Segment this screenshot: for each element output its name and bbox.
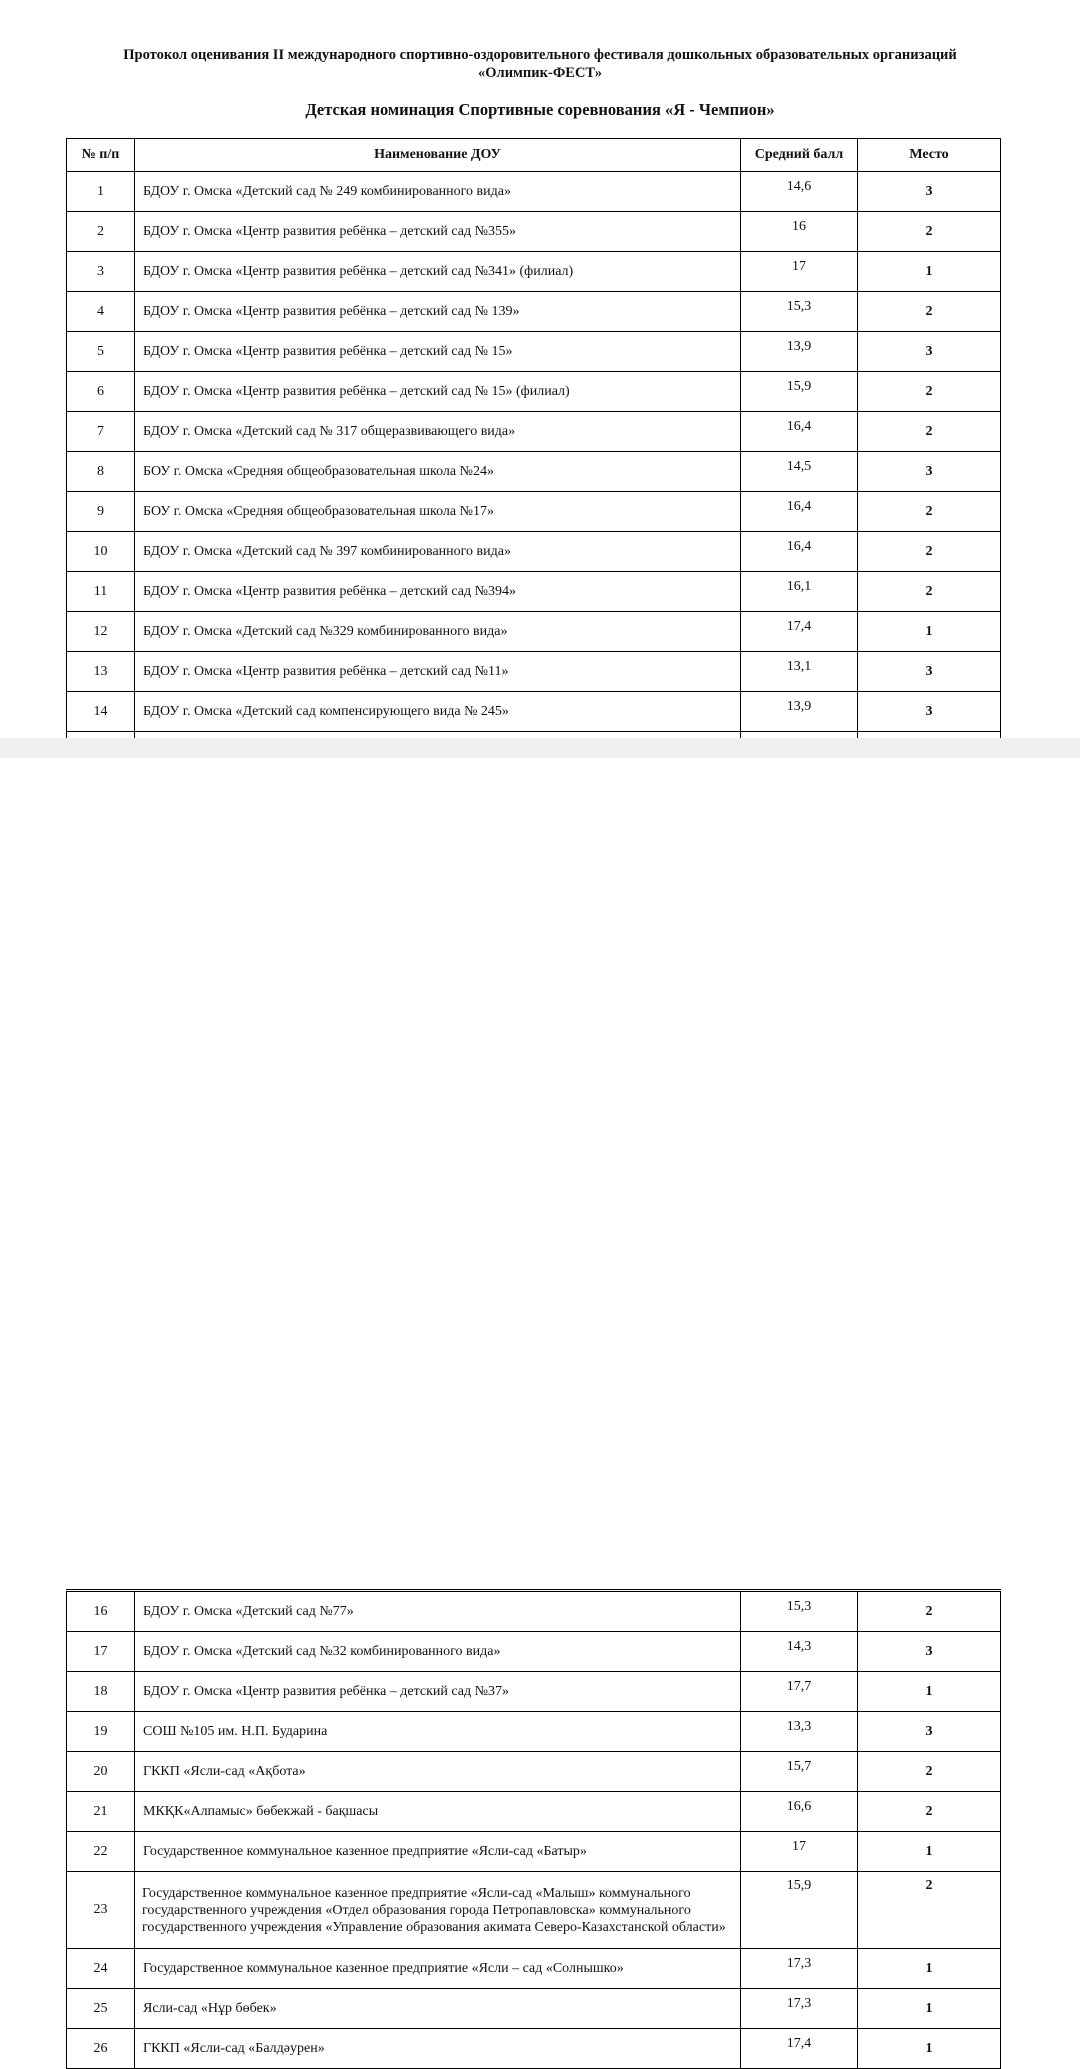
- institution-name: Государственное коммунальное казенное предприятие «Ясли – сад «Солнышко»: [135, 1949, 741, 1989]
- place: 2: [858, 572, 1001, 612]
- average-score: 16,1: [741, 572, 858, 612]
- row-number: 5: [67, 332, 135, 372]
- institution-name: БДОУ г. Омска «Центр развития ребёнка – детский сад № 15» (филиал): [135, 372, 741, 412]
- institution-name: БДОУ г. Омска «Центр развития ребёнка – детский сад №37»: [135, 1672, 741, 1712]
- table-row: [67, 412, 1001, 452]
- row-number: 13: [67, 652, 135, 692]
- average-score: 13,1: [741, 652, 858, 692]
- average-score: 13,9: [741, 332, 858, 372]
- table-row: [67, 212, 1001, 252]
- title-line-2: «Олимпик-ФЕСТ»: [478, 65, 602, 81]
- page-1: [0, 0, 1080, 738]
- place: 2: [858, 212, 1001, 252]
- table-header-row: [67, 139, 1001, 172]
- average-score: 17,4: [741, 612, 858, 652]
- institution-name: БДОУ г. Омска «Центр развития ребёнка – детский сад №11»: [135, 652, 741, 692]
- row-number: 26: [67, 2029, 135, 2069]
- table-row: [67, 692, 1001, 732]
- institution-name: СОШ №105 им. Н.П. Бударина: [135, 1712, 741, 1752]
- table-row: [67, 1989, 1001, 2029]
- average-score: 15,9: [741, 1872, 858, 1949]
- institution-name: БДОУ г. Омска «Детский сад компенсирующего вида № 245»: [135, 692, 741, 732]
- place: 2: [858, 492, 1001, 532]
- row-number: 8: [67, 452, 135, 492]
- institution-name: БДОУ г. Омска «Центр развития ребёнка – детский сад №355»: [135, 212, 741, 252]
- table-row: [67, 1632, 1001, 1672]
- row-number: 9: [67, 492, 135, 532]
- table-row: [67, 1949, 1001, 1989]
- page-separator: [0, 738, 1080, 758]
- institution-name: БДОУ г. Омска «Детский сад № 397 комбинированного вида»: [135, 532, 741, 572]
- institution-name: БОУ г. Омска «Средняя общеобразовательная школа №24»: [135, 452, 741, 492]
- average-score: 16,4: [741, 532, 858, 572]
- row-number: 23: [67, 1872, 135, 1949]
- results-table-part-2: [66, 1589, 1001, 2069]
- row-number: 3: [67, 252, 135, 292]
- place: 3: [858, 692, 1001, 732]
- header-place: Место: [858, 139, 1001, 172]
- average-score: 17: [741, 252, 858, 292]
- table-row: [67, 292, 1001, 332]
- place: 1: [858, 1672, 1001, 1712]
- institution-name: БДОУ г. Омска «Детский сад № 249 комбинированного вида»: [135, 172, 741, 212]
- table-row: [67, 252, 1001, 292]
- institution-name: ГККП «Ясли-сад «Балдәурен»: [135, 2029, 741, 2069]
- table-row: [67, 172, 1001, 212]
- institution-name: БДОУ г. Омска «Центр развития ребёнка – детский сад №341» (филиал): [135, 252, 741, 292]
- row-number: 2: [67, 212, 135, 252]
- table-body-part-1: [67, 172, 1001, 772]
- place: 2: [858, 372, 1001, 412]
- average-score: 14,6: [741, 172, 858, 212]
- row-number: 11: [67, 572, 135, 612]
- table-body-part-2: [67, 1591, 1001, 2069]
- row-number: 7: [67, 412, 135, 452]
- table-row: [67, 372, 1001, 412]
- average-score: 16,6: [741, 1792, 858, 1832]
- document-subtitle: Детская номинация Спортивные соревнования «Я - Чемпион»: [305, 100, 775, 119]
- place: 3: [858, 172, 1001, 212]
- table-row: [67, 612, 1001, 652]
- row-number: 6: [67, 372, 135, 412]
- institution-name: БДОУ г. Омска «Детский сад №32 комбинированного вида»: [135, 1632, 741, 1672]
- row-number: 16: [67, 1591, 135, 1632]
- table-row: [67, 572, 1001, 612]
- average-score: 15,3: [741, 292, 858, 332]
- place: 1: [858, 1832, 1001, 1872]
- place: 3: [858, 1632, 1001, 1672]
- average-score: 14,3: [741, 1632, 858, 1672]
- place: 3: [858, 652, 1001, 692]
- place: 2: [858, 412, 1001, 452]
- institution-name: БДОУ г. Омска «Детский сад № 317 общеразвивающего вида»: [135, 412, 741, 452]
- average-score: 13,9: [741, 692, 858, 732]
- institution-name: БДОУ г. Омска «Детский сад №77»: [135, 1591, 741, 1632]
- average-score: 17,4: [741, 2029, 858, 2069]
- document-title: [60, 46, 1020, 82]
- row-number: 25: [67, 1989, 135, 2029]
- header-name: Наименование ДОУ: [135, 139, 741, 172]
- row-number: 10: [67, 532, 135, 572]
- average-score: 16,4: [741, 412, 858, 452]
- header-num: № п/п: [67, 139, 135, 172]
- table-row: [67, 1792, 1001, 1832]
- table-row: [67, 2029, 1001, 2069]
- average-score: 16,4: [741, 492, 858, 532]
- table-row: [67, 1832, 1001, 1872]
- average-score: 14,5: [741, 452, 858, 492]
- average-score: 17,3: [741, 1989, 858, 2029]
- place: 2: [858, 1752, 1001, 1792]
- place: 2: [858, 1792, 1001, 1832]
- average-score: 15,9: [741, 372, 858, 412]
- table-row: [67, 1712, 1001, 1752]
- average-score: 13,3: [741, 1712, 858, 1752]
- title-line-1: Протокол оценивания II международного спортивно-оздоровительного фестиваля дошкольных образовательных организаций: [123, 47, 957, 63]
- table-row: [67, 1872, 1001, 1949]
- institution-name: БДОУ г. Омска «Центр развития ребёнка – детский сад № 15»: [135, 332, 741, 372]
- place: 3: [858, 332, 1001, 372]
- table-row: [67, 332, 1001, 372]
- average-score: 15,3: [741, 1591, 858, 1632]
- place: 1: [858, 1949, 1001, 1989]
- row-number: 24: [67, 1949, 135, 1989]
- row-number: 4: [67, 292, 135, 332]
- place: 2: [858, 1591, 1001, 1632]
- row-number: 19: [67, 1712, 135, 1752]
- place: 1: [858, 612, 1001, 652]
- row-number: 1: [67, 172, 135, 212]
- header-score: Средний балл: [741, 139, 858, 172]
- table-row: [67, 532, 1001, 572]
- place: 3: [858, 1712, 1001, 1752]
- table-row: [67, 1672, 1001, 1712]
- average-score: 17: [741, 1832, 858, 1872]
- row-number: 12: [67, 612, 135, 652]
- table-row: [67, 1591, 1001, 1632]
- row-number: 22: [67, 1832, 135, 1872]
- row-number: 14: [67, 692, 135, 732]
- institution-name: БДОУ г. Омска «Центр развития ребёнка – детский сад № 139»: [135, 292, 741, 332]
- row-number: 21: [67, 1792, 135, 1832]
- average-score: 16: [741, 212, 858, 252]
- institution-name: Ясли-сад «Нұр бөбек»: [135, 1989, 741, 2029]
- row-number: 17: [67, 1632, 135, 1672]
- place: 1: [858, 2029, 1001, 2069]
- place: 2: [858, 1872, 1001, 1949]
- place: 3: [858, 452, 1001, 492]
- average-score: 17,7: [741, 1672, 858, 1712]
- average-score: 17,3: [741, 1949, 858, 1989]
- table-row: [67, 452, 1001, 492]
- institution-name: Государственное коммунальное казенное предприятие «Ясли-сад «Батыр»: [135, 1832, 741, 1872]
- results-table-part-1: [66, 138, 1001, 772]
- place: 1: [858, 252, 1001, 292]
- place: 1: [858, 1989, 1001, 2029]
- institution-name: Государственное коммунальное казенное предприятие «Ясли-сад «Малыш» коммунального государственного учреждения «Отдел образования города Петропавловска» коммунального государственного учреждения «Управление образования акимата Северо-Казахстанской области»: [135, 1872, 741, 1949]
- page-2: [0, 758, 1080, 2056]
- institution-name: БДОУ г. Омска «Центр развития ребёнка – детский сад №394»: [135, 572, 741, 612]
- institution-name: БОУ г. Омска «Средняя общеобразовательная школа №17»: [135, 492, 741, 532]
- table-row: [67, 1752, 1001, 1792]
- table-row: [67, 492, 1001, 532]
- institution-name: ГККП «Ясли-сад «Ақбота»: [135, 1752, 741, 1792]
- place: 2: [858, 292, 1001, 332]
- row-number: 18: [67, 1672, 135, 1712]
- institution-name: БДОУ г. Омска «Детский сад №329 комбинированного вида»: [135, 612, 741, 652]
- place: 2: [858, 532, 1001, 572]
- row-number: 20: [67, 1752, 135, 1792]
- institution-name: МКҚК«Алпамыс» бөбекжай - бақшасы: [135, 1792, 741, 1832]
- average-score: 15,7: [741, 1752, 858, 1792]
- table-row: [67, 652, 1001, 692]
